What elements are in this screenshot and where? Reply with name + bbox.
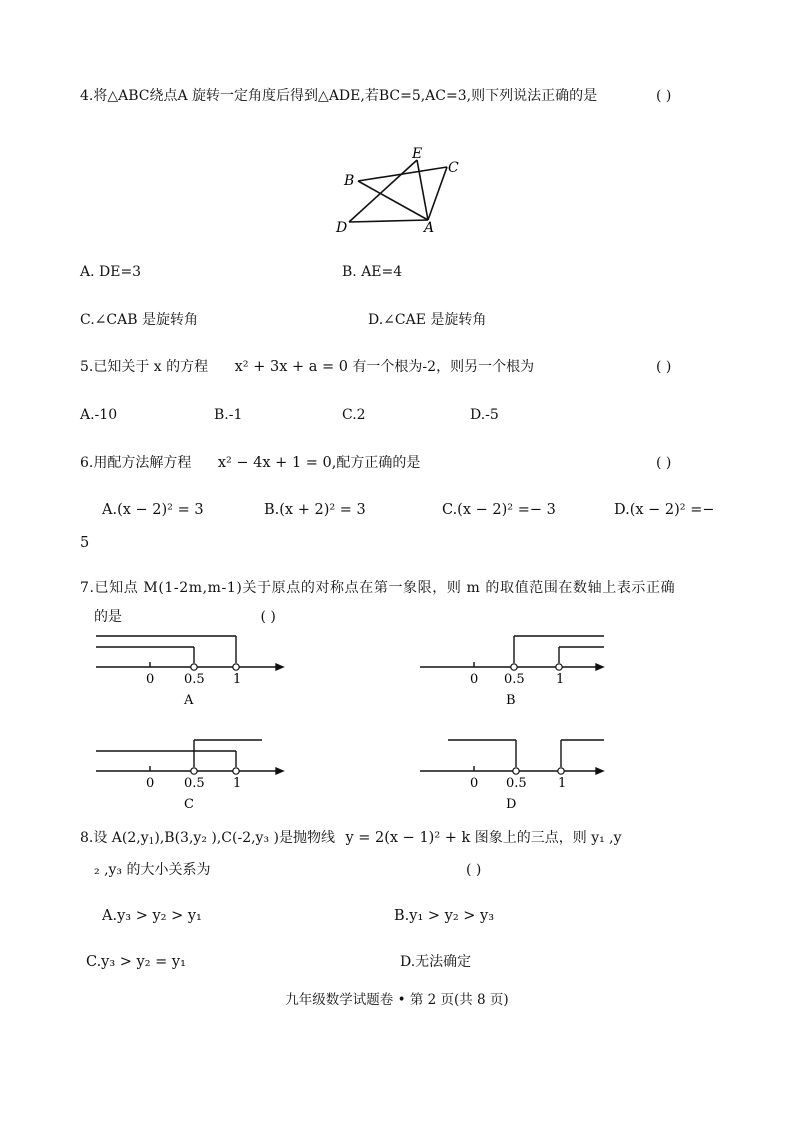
svg-text:0: 0 — [146, 776, 155, 791]
q8-answer-paren: ( ) — [466, 862, 482, 878]
q8-stem-line1: 8.设 $A(2,y_1),B(3,y_2$ ),C(-2,y₃ )是抛物线 y = 2(x − 1)² + k 图象上的三点，则 y₁ ,y — [80, 830, 622, 847]
svg-text:0: 0 — [146, 672, 155, 687]
q5-answer-paren: ( ) — [656, 359, 672, 375]
q6-option-a: A.(x − 2)² = 3 — [102, 502, 204, 518]
label-A: A — [424, 220, 435, 236]
label-B: B — [344, 173, 355, 189]
diagram-label-b: B — [506, 693, 516, 708]
q4-rotation-figure — [330, 140, 470, 240]
q8-option-d: D.无法确定 — [400, 954, 472, 970]
q5-equation: x² + 3x + a = 0 — [234, 359, 348, 375]
q4-option-c: C.∠CAB 是旋转角 — [80, 312, 198, 328]
numberline-option-d — [414, 734, 614, 816]
label-E: E — [412, 146, 423, 162]
q7-stem-line1: 7.已知点 M(1-2m,m-1)关于原点的对称点在第一象限，则 m 的取值范围在数轴上表示正确 — [80, 580, 676, 596]
q6-stem-pre: 6.用配方法解方程 — [80, 455, 192, 471]
svg-text:1: 1 — [558, 776, 567, 791]
q6-option-d-wrap: 5 — [80, 535, 90, 551]
q4-option-d: D.∠CAE 是旋转角 — [368, 312, 487, 328]
page-footer: 九年级数学试题卷 • 第 2 页(共 8 页) — [285, 992, 509, 1008]
svg-text:0: 0 — [470, 672, 479, 687]
svg-text:1: 1 — [556, 672, 565, 687]
svg-text:0.5: 0.5 — [506, 776, 527, 791]
q5-option-a: A.-10 — [80, 407, 118, 423]
q5-option-d: D.-5 — [470, 407, 499, 423]
svg-text:0.5: 0.5 — [184, 776, 205, 791]
diagram-label-c: C — [184, 797, 194, 812]
q6-equation: x² − 4x + 1 = 0, — [217, 455, 337, 471]
q6-option-c: C.(x − 2)² =− 3 — [442, 502, 556, 518]
q5-stem — [80, 357, 534, 377]
numberline-option-b — [414, 630, 614, 712]
svg-text:1: 1 — [233, 776, 242, 791]
svg-text:0.5: 0.5 — [184, 672, 205, 687]
q8-stem-line2: ₂ ,y₃ 的大小关系为 — [94, 862, 211, 878]
q5-option-c: C.2 — [342, 407, 366, 423]
label-C: C — [448, 160, 459, 176]
svg-text:1: 1 — [233, 672, 242, 687]
q8-option-b: B.y₁ > y₂ > y₃ — [394, 908, 495, 924]
q8-option-c: C.y₃ > y₂ = y₁ — [86, 954, 186, 970]
q5-option-b: B.-1 — [214, 407, 243, 423]
diagram-label-d: D — [506, 797, 517, 812]
q6-option-d: D.(x − 2)² =− — [614, 502, 715, 518]
q4-option-a: A. DE=3 — [80, 264, 142, 280]
numberline-option-a — [90, 630, 290, 712]
label-D: D — [336, 220, 348, 236]
svg-text:0.5: 0.5 — [504, 672, 525, 687]
q6-stem-post: 配方正确的是 — [336, 455, 421, 471]
q7-answer-paren: ( ) — [260, 609, 276, 625]
q8-option-a: A.y₃ > y₂ > y₁ — [102, 908, 202, 924]
q8-equation: y = 2(x − 1)² + k — [345, 830, 471, 846]
q4-answer-paren: ( ) — [656, 88, 672, 104]
q5-stem-post: 有一个根为-2，则另一个根为 — [352, 359, 535, 375]
q6-answer-paren: ( ) — [656, 455, 672, 471]
numberline-option-c — [90, 734, 290, 816]
q5-stem-pre: 5.已知关于 x 的方程 — [80, 359, 209, 375]
q6-option-b: B.(x + 2)² = 3 — [264, 502, 366, 518]
svg-text:0: 0 — [470, 776, 479, 791]
q7-stem-line2: 的是 ( ) — [94, 609, 276, 625]
q4-stem: 4.将△ABC绕点A 旋转一定角度后得到△ADE,若BC=5,AC=3,则下列说法正确的是 — [80, 88, 598, 104]
q6-stem — [80, 453, 420, 473]
q4-option-b: B. AE=4 — [342, 264, 403, 280]
diagram-label-a: A — [184, 693, 194, 708]
